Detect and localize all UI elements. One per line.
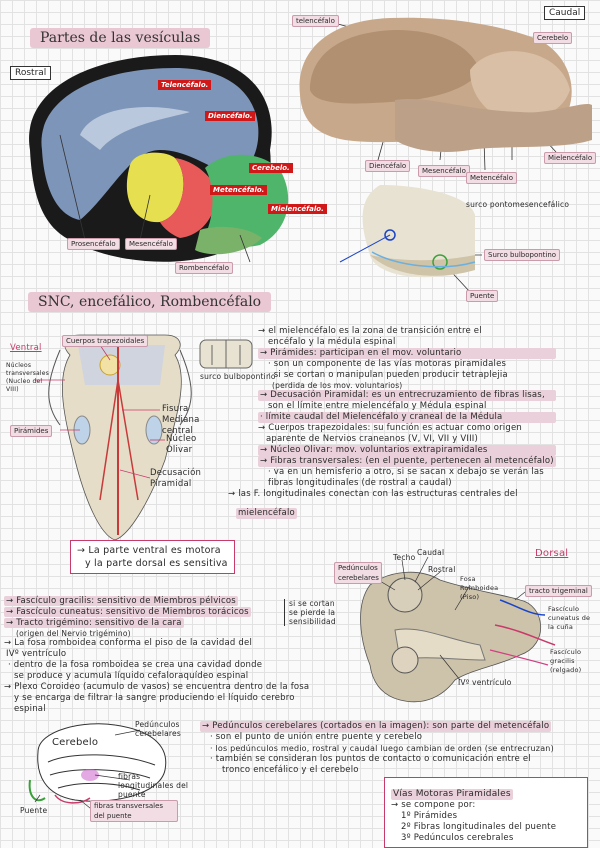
note-line: → las F. longitudinales conectan con las estructuras centrales del bbox=[228, 489, 518, 499]
zoom-label-puente: Puente bbox=[466, 290, 498, 302]
ventral-label-fisura: Fisura Mediana central bbox=[162, 404, 200, 436]
ventral-label-nucleo-olivar: Núcleo Olivar bbox=[166, 434, 197, 455]
side-note-sensibilidad bbox=[284, 599, 336, 626]
small-bulbopontine-sketch bbox=[200, 340, 252, 368]
ventral-label-cuerpos: Cuerpos trapezoidales bbox=[62, 335, 148, 347]
note-line: · son un componente de las vías motoras piramidales bbox=[268, 359, 507, 369]
zoom-label-surco-bulbo: Surco bulbopontino bbox=[484, 249, 560, 261]
page-title: Partes de las vesículas bbox=[30, 28, 210, 48]
ventral-label: Ventral bbox=[10, 343, 42, 353]
cerebelo-label: Cerebelo bbox=[52, 737, 99, 748]
ventral-label-decusacion: Decusación Piramidal bbox=[150, 468, 202, 489]
ventral-label-piramides: Pirámides bbox=[10, 425, 52, 437]
vias-item: 2º Fibras longitudinales del puente bbox=[401, 822, 557, 832]
ventral-label-surco-bulbo: surco bulbopontino bbox=[200, 372, 276, 381]
photo-label-cerebelo: Cerebelo bbox=[533, 32, 572, 44]
photo-label-mesencefalo: Mesencéfalo bbox=[418, 165, 470, 177]
photo-label-telencefalo: telencéfalo bbox=[292, 15, 339, 27]
motora-line: y la parte dorsal es sensitiva bbox=[85, 558, 228, 569]
dorsal-label-fosa: Fosa Romboidea (Piso) bbox=[460, 575, 499, 601]
note-line: · si se cortan o manipulan pueden producir tetraplejia bbox=[268, 370, 508, 380]
note-line: → Cuerpos trapezoidales: su función es actuar como origen bbox=[258, 423, 522, 433]
note-line: encéfalo y la médula espinal bbox=[268, 337, 396, 347]
note-line: · límite caudal del Mielencéfalo y craneal de la Médula bbox=[258, 412, 556, 423]
dorsal-label-fasciculo-cuneatus: Fascículo cuneatus de la cuña bbox=[548, 605, 591, 631]
note-line: (perdida de los mov. voluntarios) bbox=[272, 381, 403, 390]
ventral-label-nucleos: Núcleos transversales (Nucleo del VIII) bbox=[6, 362, 50, 393]
brain-photo bbox=[300, 18, 592, 277]
side-note-line: si se cortan bbox=[289, 599, 335, 608]
note-line: aparente de Nervios craneanos (V, VI, VII y VIII) bbox=[266, 434, 479, 444]
note-line: son el límite entre mielencéfalo y Médula espinal bbox=[268, 401, 487, 411]
cerebelo-label-pedunculos: Pedúnculos cerebelares bbox=[135, 720, 181, 738]
dorsal-label-caudal: Caudal bbox=[417, 548, 445, 557]
note-line: → Decusación Piramidal: es un entrecruzamiento de fibras lisas, bbox=[258, 390, 556, 401]
note-line: → el mielencéfalo es la zona de transición entre el bbox=[258, 326, 482, 336]
tag-mielencefalo: Mielencéfalo. bbox=[268, 204, 327, 214]
note-line: → Pirámides: participan en el mov. voluntario bbox=[258, 348, 556, 359]
tag-telencefalo: Telencéfalo. bbox=[158, 80, 211, 90]
note-line: → Tracto trigémino: sensitivo de la cara bbox=[6, 618, 182, 628]
side-note-line: se pierde la bbox=[289, 608, 336, 617]
side-note-line: sensibilidad bbox=[289, 617, 336, 626]
note-line: → La fosa romboidea conforma el piso de la cavidad del bbox=[4, 638, 253, 648]
vias-item: 3º Pedúnculos cerebrales bbox=[401, 833, 514, 843]
dorsal-label-rostral: Rostral bbox=[428, 565, 456, 574]
tag-cerebelo: Cerebelo. bbox=[249, 163, 293, 173]
note-line: se produce y acumula líquido cefaloraquídeo espinal bbox=[14, 671, 249, 681]
section-title-snc: SNC, encefálico, Rombencéfalo bbox=[28, 292, 271, 312]
note-line: · son el punto de unión entre puente y cerebelo bbox=[210, 732, 423, 742]
vias-item: 1º Pirámides bbox=[401, 811, 458, 821]
note-line: espinal bbox=[14, 704, 46, 714]
motora-sensitiva-box bbox=[70, 540, 235, 574]
label-rombencefalo: Rombencéfalo bbox=[175, 262, 233, 274]
note-line: · también se consideran los puntos de contacto o comunicación entre el bbox=[210, 754, 531, 764]
note-line: → Fascículo gracilis: sensitivo de Miembros pélvicos bbox=[6, 596, 236, 606]
note-line: · los pedúnculos medio, rostral y caudal luego cambian de orden (se entrecruzan) bbox=[210, 744, 554, 753]
note-line: → Pedúnculos cerebelares (cortados en la imagen): son parte del metencéfalo bbox=[202, 721, 550, 731]
photo-label-metencefalo: Metencéfalo bbox=[466, 172, 517, 184]
note-line: IVº ventrículo bbox=[6, 649, 67, 659]
note-line: · va en un hemisferio a otro, si se sacan x debajo se verán las bbox=[268, 467, 544, 477]
dorsal-label-ventriculo: IVº ventrículo bbox=[458, 678, 512, 687]
vias-motoras-box bbox=[384, 777, 588, 848]
note-line: mielencéfalo bbox=[238, 508, 295, 518]
dorsal-label-tracto: tracto trigeminal bbox=[525, 585, 592, 597]
note-line: (origen del Nervio trigémino) bbox=[16, 629, 131, 638]
zoom-label-surco-ponto: surco pontomesencefálico bbox=[466, 200, 570, 209]
notes-fasciculos bbox=[4, 596, 309, 715]
vias-title: Vías Motoras Piramidales bbox=[393, 789, 511, 799]
note-line: → Fibras transversales: (en el puente, pertenecen al metencéfalo) bbox=[260, 456, 554, 466]
note-line: y se encarga de filtrar la sangre produciendo el líquido cerebro bbox=[14, 693, 295, 703]
note-line: → Fascículo cuneatus: sensitivo de Miembros torácicos bbox=[6, 607, 249, 617]
dorsal-label-pedunculos: Pedúnculos cerebelares bbox=[334, 562, 382, 584]
note-line: · dentro de la fosa romboidea se crea una cavidad donde bbox=[8, 660, 263, 670]
photo-label-mielencefalo: Mielencéfalo bbox=[544, 152, 596, 164]
note-line: fibras longitudinales (de rostral a caudal) bbox=[268, 478, 452, 488]
tag-metencefalo: Metencéfalo. bbox=[210, 185, 267, 195]
dorsal-label: Dorsal bbox=[535, 548, 569, 559]
cerebelo-label-puente: Puente bbox=[20, 806, 48, 815]
dorsal-label-fasciculo-gracilis: Fascículo gracilis (relgado) bbox=[550, 648, 582, 674]
motora-line: → La parte ventral es motora bbox=[77, 545, 221, 556]
rostral-label: Rostral bbox=[10, 66, 51, 80]
dorsal-label-techo: Techo bbox=[393, 553, 416, 562]
photo-label-diencefalo: Diencéfalo bbox=[365, 160, 410, 172]
note-line: tronco encefálico y el cerebelo bbox=[222, 765, 359, 775]
cerebelo-label-fibras-trans: fibras transversales del puente bbox=[90, 800, 178, 822]
cerebelo-label-fibras-long: fibras longitudinales del puente bbox=[118, 772, 189, 799]
label-mesencefalo: Mesencéfalo bbox=[125, 238, 177, 250]
note-line: → Núcleo Olivar: mov. voluntarios extrapiramidales bbox=[258, 445, 556, 456]
note-line: → Plexo Coroideo (acumulo de vasos) se encuentra dentro de la fosa bbox=[4, 682, 310, 692]
caudal-label: Caudal bbox=[544, 6, 585, 20]
tag-diencefalo: Diencéfalo. bbox=[205, 111, 255, 121]
notes-pedunculos bbox=[200, 713, 554, 776]
vias-intro: → se compone por: bbox=[391, 800, 476, 810]
label-prosencefalo: Prosencéfalo bbox=[67, 238, 120, 250]
